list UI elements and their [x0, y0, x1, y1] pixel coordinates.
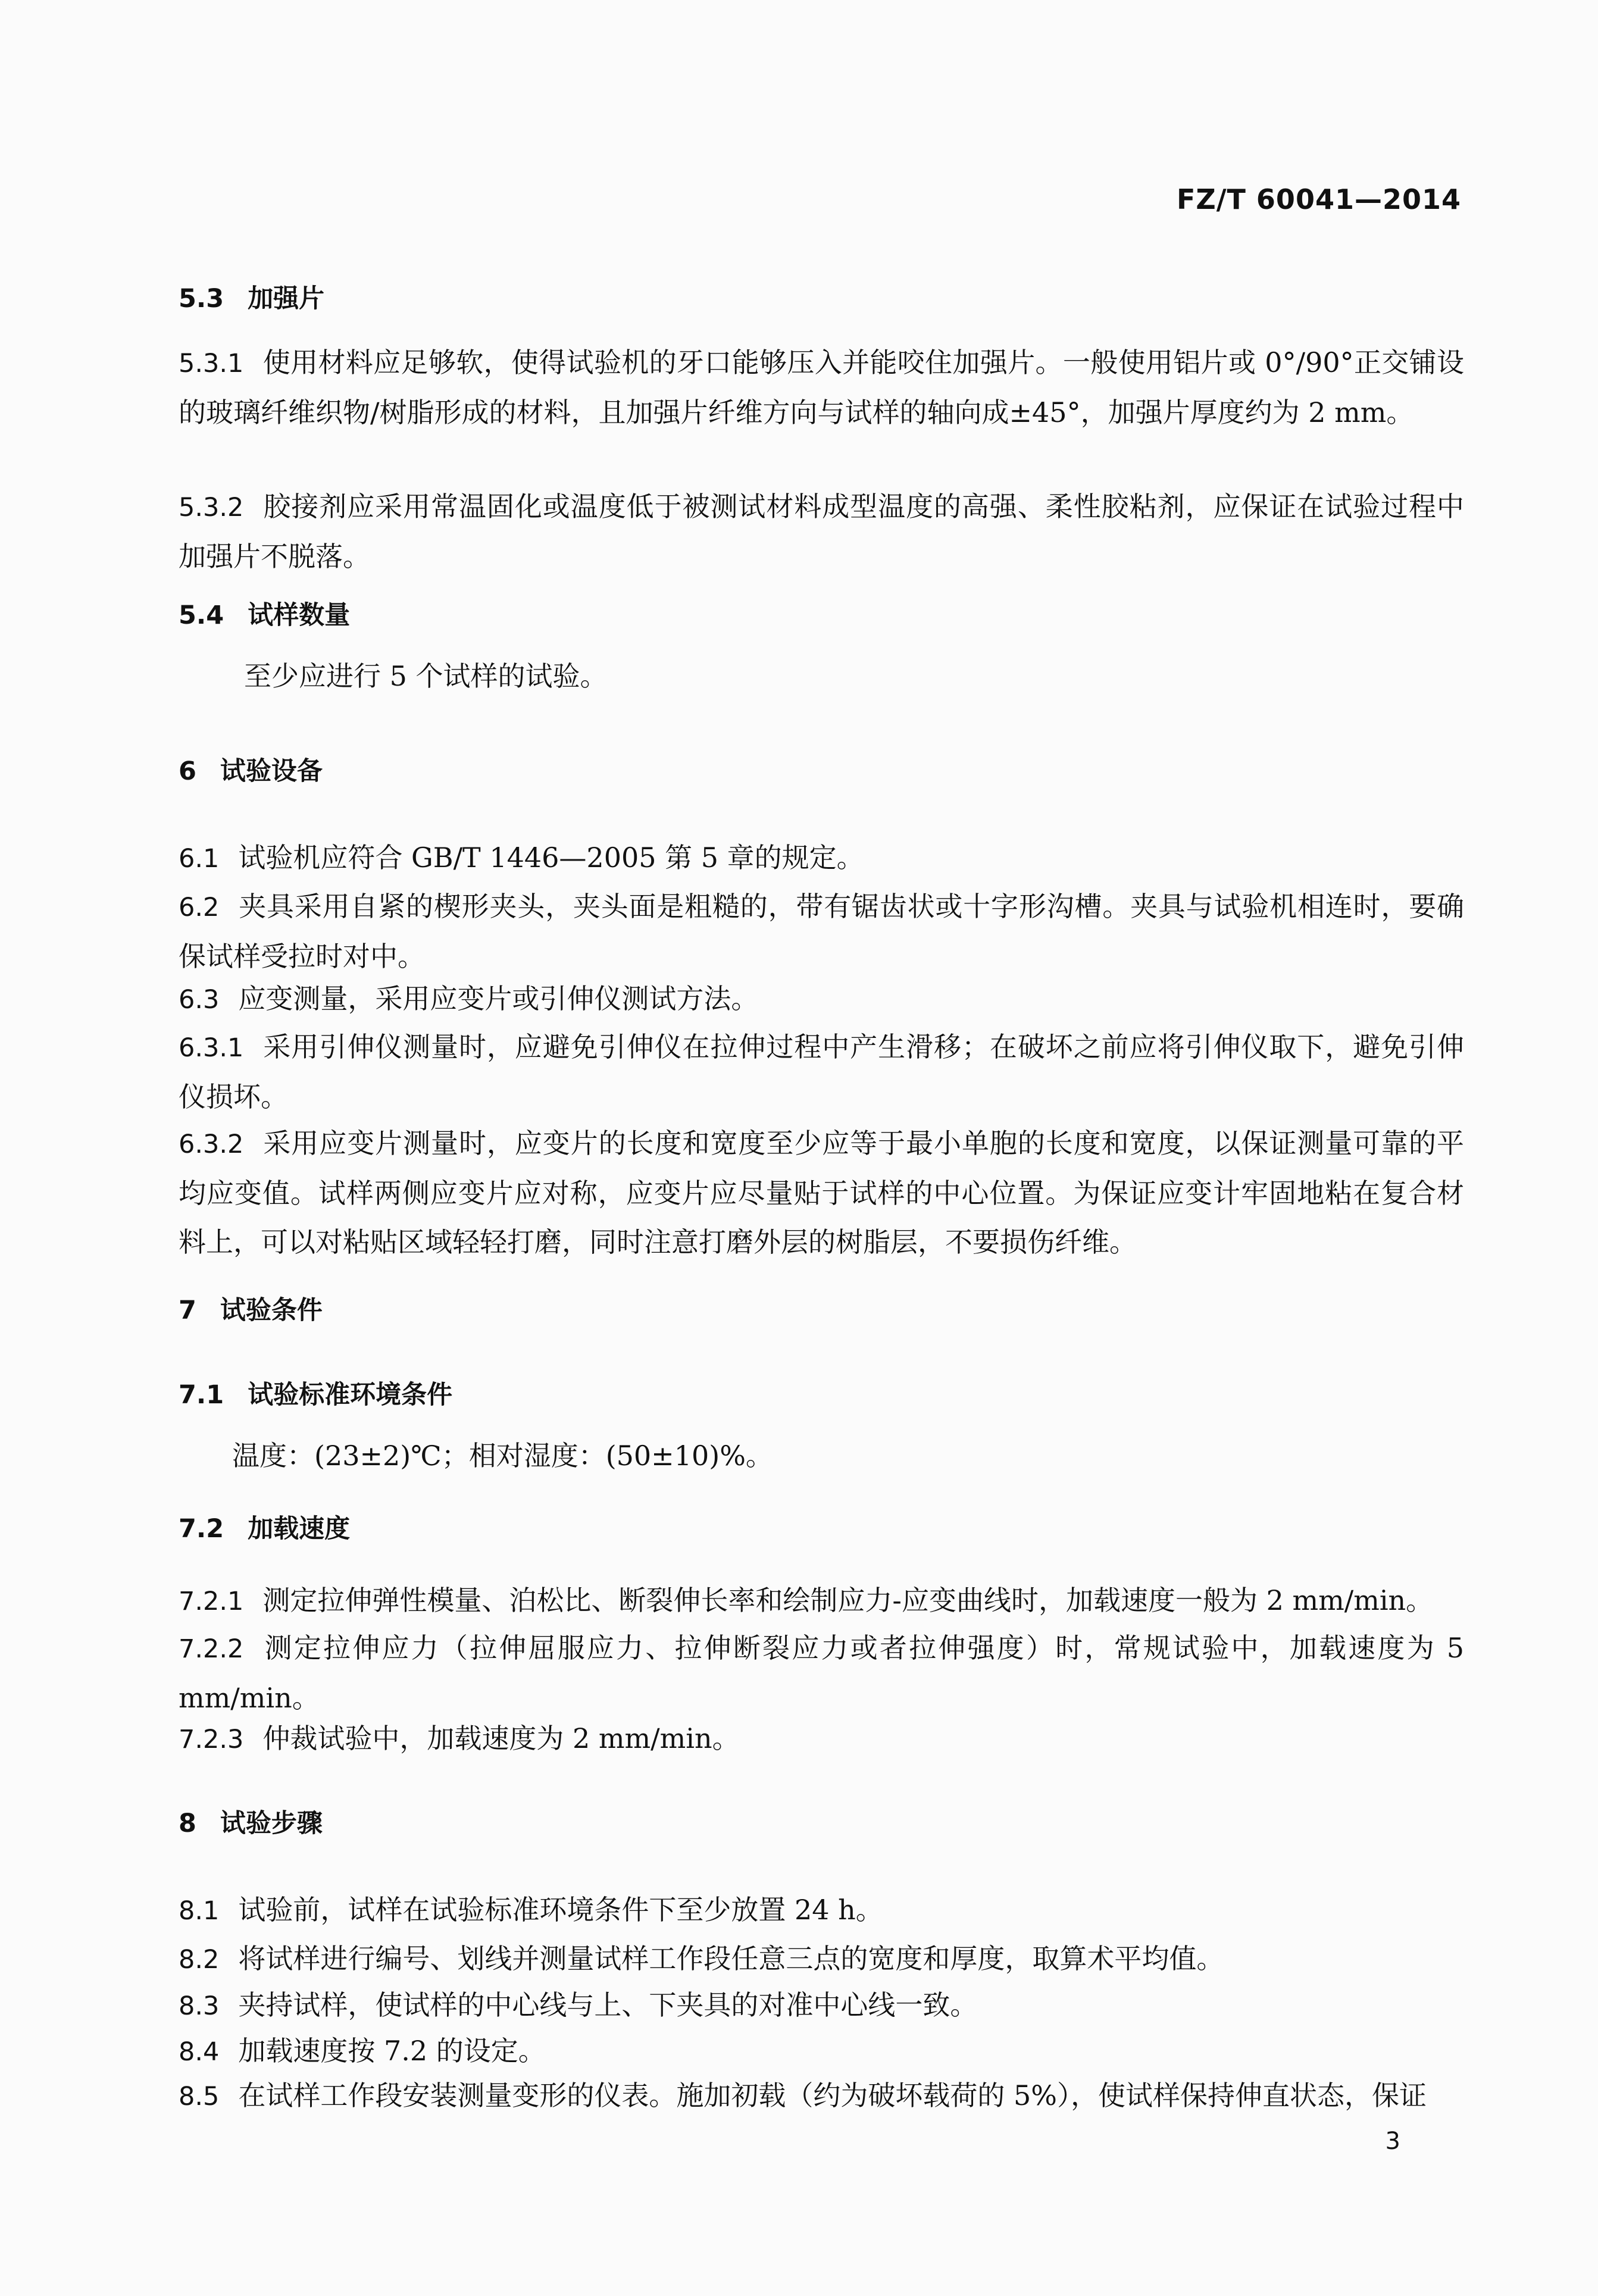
chapter-heading — [179, 1803, 323, 1840]
clause-paragraph — [179, 974, 1464, 1024]
clause-text: 采用引伸仪测量时，应避免引伸仪在拉伸过程中产生滑移；在破坏之前应将引伸仪取下，避免引伸仪损坏。 — [179, 1031, 1464, 1113]
body-paragraph — [244, 652, 1464, 700]
chapter-heading — [179, 751, 323, 787]
section-heading — [179, 279, 324, 315]
clause-text: 使用材料应足够软，使得试验机的牙口能够压入并能咬住加强片。一般使用铝片或 0°/90°正交铺设的玻璃纤维织物/树脂形成的材料，且加强片纤维方向与试样的轴向成±45°，加强片厚度约为 2 mm。 — [179, 346, 1464, 428]
clause-number: 5.3.1 — [179, 349, 244, 379]
clause-paragraph — [179, 1885, 1464, 1935]
clause-paragraph — [179, 1576, 1464, 1626]
clause-number: 6.3.1 — [179, 1033, 244, 1063]
section-title: 试样数量 — [248, 600, 351, 630]
clause-text: 夹持试样，使试样的中心线与上、下夹具的对准中心线一致。 — [238, 1989, 978, 2021]
section-heading — [179, 1509, 350, 1545]
clause-text: 仲裁试验中，加载速度为 2 mm/min。 — [262, 1722, 740, 1754]
section-heading — [179, 595, 350, 631]
clause-number: 8.2 — [179, 1945, 220, 1975]
body-paragraph — [232, 1431, 1452, 1480]
clause-number: 7.2.2 — [179, 1634, 244, 1664]
clause-text: 测定拉伸弹性模量、泊松比、断裂伸长率和绘制应力-应变曲线时，加载速度一般为 2 mm/min。 — [262, 1584, 1434, 1616]
clause-paragraph — [179, 2071, 1434, 2121]
clause-paragraph — [179, 882, 1464, 981]
clause-text: 试验机应符合 GB/T 1446—2005 第 5 章的规定。 — [238, 842, 864, 874]
clause-paragraph — [179, 482, 1464, 581]
clause-number: 5.3.2 — [179, 493, 244, 523]
section-number: 7.1 — [179, 1380, 224, 1410]
clause-text: 在试样工作段安装测量变形的仪表。施加初载（约为破坏载荷的 5%），使试样保持伸直状态，保证 — [238, 2079, 1427, 2112]
chapter-number: 6 — [179, 756, 196, 786]
clause-text: 加载速度按 7.2 的设定。 — [238, 2035, 546, 2067]
clause-text: 将试样进行编号、划线并测量试样工作段任意三点的宽度和厚度，取算术平均值。 — [238, 1942, 1224, 1975]
clause-paragraph — [179, 1934, 1464, 1984]
clause-paragraph — [179, 1119, 1464, 1266]
clause-paragraph — [179, 1624, 1464, 1722]
chapter-title: 试验条件 — [220, 1296, 323, 1325]
clause-number: 8.5 — [179, 2082, 220, 2112]
clause-paragraph — [179, 1714, 1464, 1764]
chapter-title: 试验步骤 — [220, 1809, 323, 1838]
clause-paragraph — [179, 338, 1464, 437]
clause-number: 6.3.2 — [179, 1130, 244, 1159]
section-number: 5.3 — [179, 284, 224, 314]
section-heading — [179, 1375, 452, 1411]
section-title: 加强片 — [248, 284, 325, 314]
clause-number: 7.2.1 — [179, 1587, 244, 1616]
clause-number: 8.4 — [179, 2037, 220, 2067]
clause-text: 采用应变片测量时，应变片的长度和宽度至少应等于最小单胞的长度和宽度，以保证测量可靠的平均应变值。试样两侧应变片应对称，应变片应尽量贴于试样的中心位置。为保证应变计牢固地粘在复合材料上，可以对粘贴区域轻轻打磨，同时注意打磨外层的树脂层，不要损伤纤维。 — [179, 1127, 1464, 1258]
section-title: 加载速度 — [248, 1514, 351, 1544]
page-number: 3 — [1385, 2128, 1400, 2155]
clause-number: 6.2 — [179, 893, 220, 922]
clause-number: 6.1 — [179, 844, 220, 874]
section-title: 试验标准环境条件 — [248, 1380, 453, 1410]
chapter-heading — [179, 1290, 323, 1327]
clause-text: 夹具采用自紧的楔形夹头，夹头面是粗糙的，带有锯齿状或十字形沟槽。夹具与试验机相连时，要确保试样受拉时对中。 — [179, 890, 1464, 972]
clause-text: 胶接剂应采用常温固化或温度低于被测试材料成型温度的高强、柔性胶粘剂，应保证在试验过程中加强片不脱落。 — [179, 490, 1464, 573]
clause-paragraph — [179, 1981, 1464, 2031]
clause-number: 8.1 — [179, 1896, 220, 1926]
section-number: 7.2 — [179, 1514, 224, 1544]
clause-paragraph — [179, 1022, 1464, 1121]
chapter-number: 7 — [179, 1296, 196, 1325]
clause-paragraph — [179, 2026, 1464, 2076]
paragraph-text: 温度：(23±2)℃；相对湿度：(50±10)%。 — [232, 1440, 773, 1472]
clause-text: 测定拉伸应力（拉伸屈服应力、拉伸断裂应力或者拉伸强度）时，常规试验中，加载速度为 5 mm/min。 — [179, 1632, 1464, 1714]
clause-number: 7.2.3 — [179, 1725, 244, 1754]
chapter-title: 试验设备 — [220, 756, 323, 786]
clause-text: 试验前，试样在试验标准环境条件下至少放置 24 h。 — [238, 1894, 883, 1926]
section-number: 5.4 — [179, 600, 224, 630]
clause-number: 6.3 — [179, 985, 220, 1015]
paragraph-text: 至少应进行 5 个试样的试验。 — [244, 660, 608, 692]
chapter-number: 8 — [179, 1809, 196, 1838]
clause-number: 8.3 — [179, 1991, 220, 2021]
standard-code: FZ/T 60041—2014 — [1176, 183, 1461, 215]
clause-paragraph — [179, 833, 1464, 883]
clause-text: 应变测量，采用应变片或引伸仪测试方法。 — [238, 983, 759, 1015]
